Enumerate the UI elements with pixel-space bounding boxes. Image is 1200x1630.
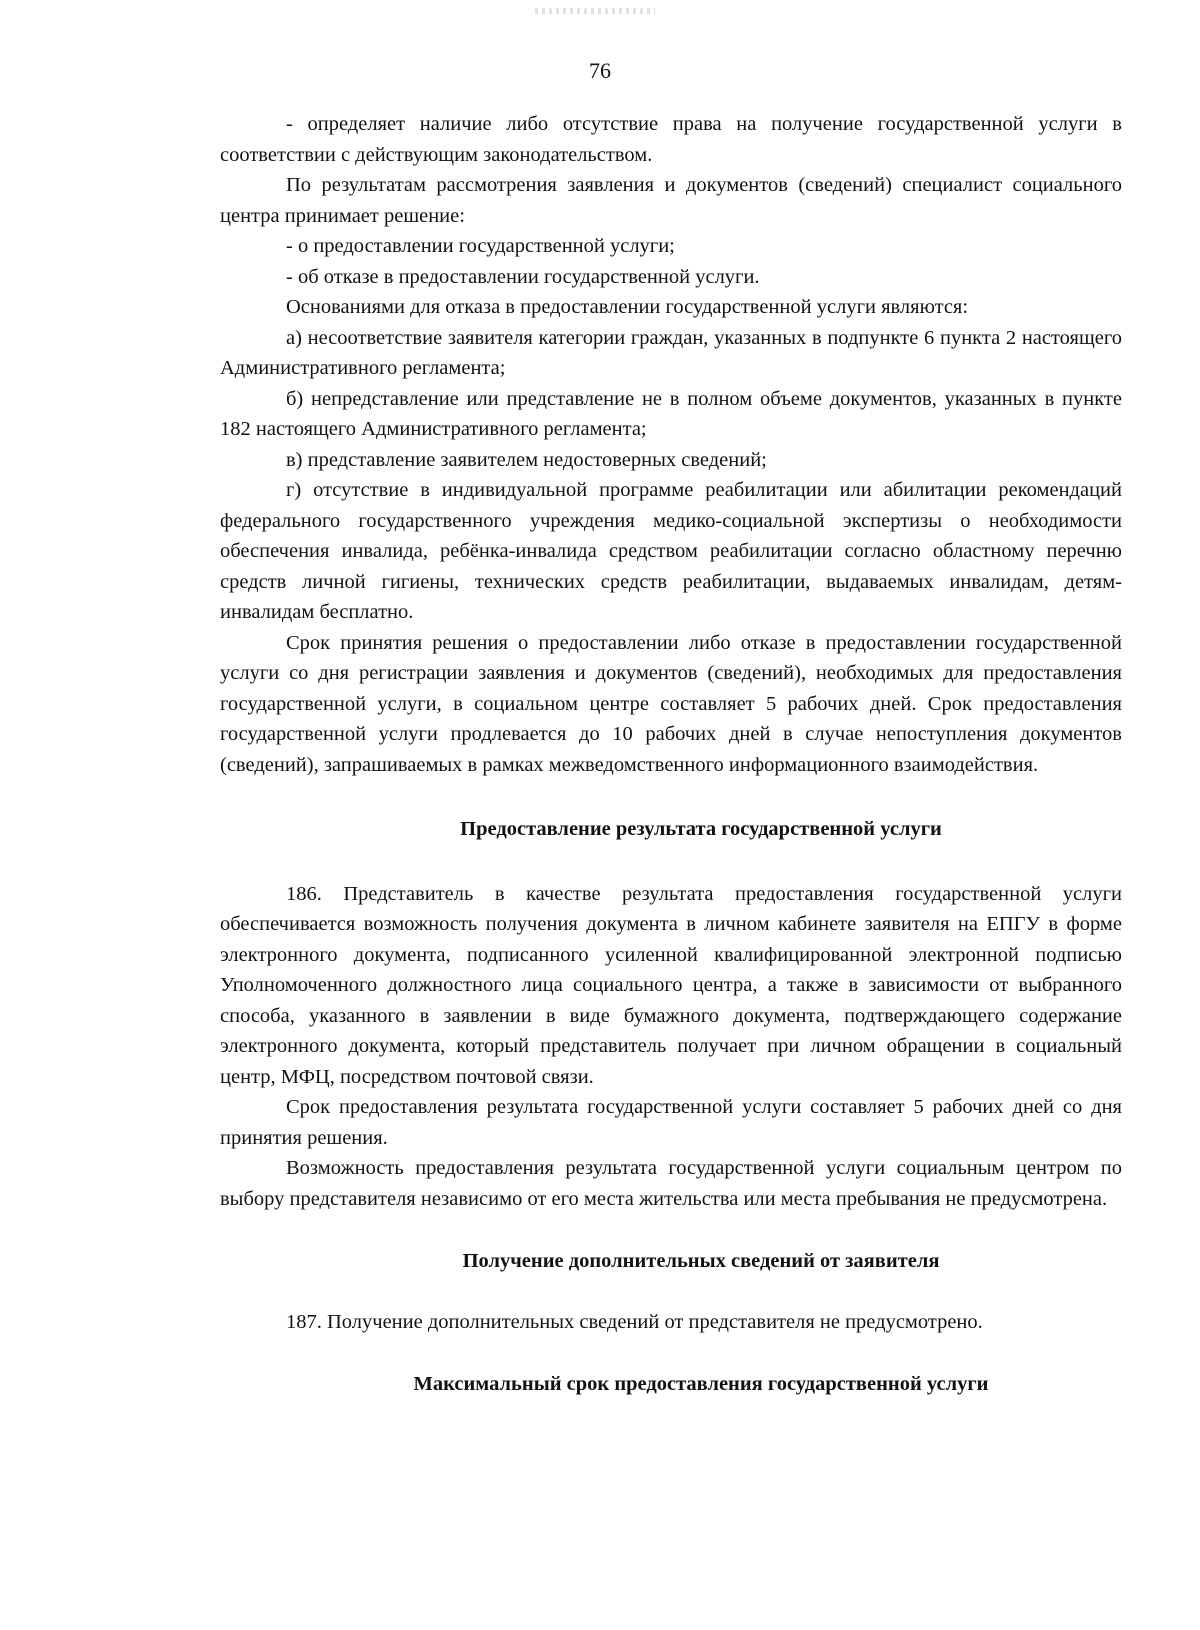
section-heading: Получение дополнительных сведений от заявителя bbox=[462, 1250, 940, 1272]
section-heading: Максимальный срок предоставления государственной услуги bbox=[413, 1373, 989, 1395]
page-number: 76 bbox=[589, 58, 611, 83]
document-body bbox=[220, 109, 1122, 1400]
paragraph: Срок предоставления результата государственной услуги составляет 5 рабочих дней со дня принятия решения. bbox=[220, 1096, 1122, 1149]
list-item: - о предоставлении государственной услуги; bbox=[286, 235, 675, 257]
list-item: б) непредставление или представление не в полном объеме документов, указанных в пункте 182 настоящего Административного регламента; bbox=[220, 387, 1122, 440]
paragraph: По результатам рассмотрения заявления и документов (сведений) специалист социального центра принимает решение: bbox=[220, 174, 1122, 227]
paragraph: 186. Представитель в качестве результата предоставления государственной услуги обеспечивается возможность получения документа в личном кабинете заявителя на ЕПГУ в форме электронного документа, подписанного усиленной квалифицированной электронной подписью Уполномоченного должностного лица социального центра, а также в зависимости от выбранного способа, указанного в заявлении в виде бумажного документа, подтверждающего содержание электронного документа, который представитель получает при личном обращении в социальный центр, МФЦ, посредством почтовой связи. bbox=[220, 882, 1122, 1088]
paragraph: - определяет наличие либо отсутствие права на получение государственной услуги в соответствии с действующим законодательством. bbox=[220, 113, 1122, 166]
section-heading: Предоставление результата государственной услуги bbox=[460, 818, 942, 840]
list-item: г) отсутствие в индивидуальной программе реабилитации или абилитации рекомендаций федерального государственного учреждения медико-социальной экспертизы о необходимости обеспечения инвалида, ребёнка-инвалида средством реабилитации согласно областному перечню средств личной гигиены, технических средств реабилитации, выдаваемых инвалидам, детям-инвалидам бесплатно. bbox=[220, 479, 1122, 623]
paragraph: Возможность предоставления результата государственной услуги социальным центром по выбору представителя независимо от его места жительства или места пребывания не предусмотрена. bbox=[220, 1157, 1122, 1210]
list-item: в) представление заявителем недостоверных сведений; bbox=[286, 448, 767, 471]
paragraph: Основаниями для отказа в предоставлении государственной услуги являются: bbox=[286, 296, 969, 318]
list-item: - об отказе в предоставлении государственной услуги. bbox=[286, 265, 760, 288]
scan-artifact bbox=[535, 8, 655, 14]
list-item: а) несоответствие заявителя категории граждан, указанных в подпункте 6 пункта 2 настоящего Административного регламента; bbox=[220, 326, 1122, 379]
paragraph: Срок принятия решения о предоставлении либо отказе в предоставлении государственной услуги со дня регистрации заявления и документов (сведений), необходимых для предоставления государственной услуги, в социальном центре составляет 5 рабочих дней. Срок предоставления государственной услуги продлевается до 10 рабочих дней в случае непоступления документов (сведений), запрашиваемых в рамках межведомственного информационного взаимодействия. bbox=[220, 631, 1122, 776]
paragraph: 187. Получение дополнительных сведений от представителя не предусмотрено. bbox=[286, 1310, 983, 1333]
